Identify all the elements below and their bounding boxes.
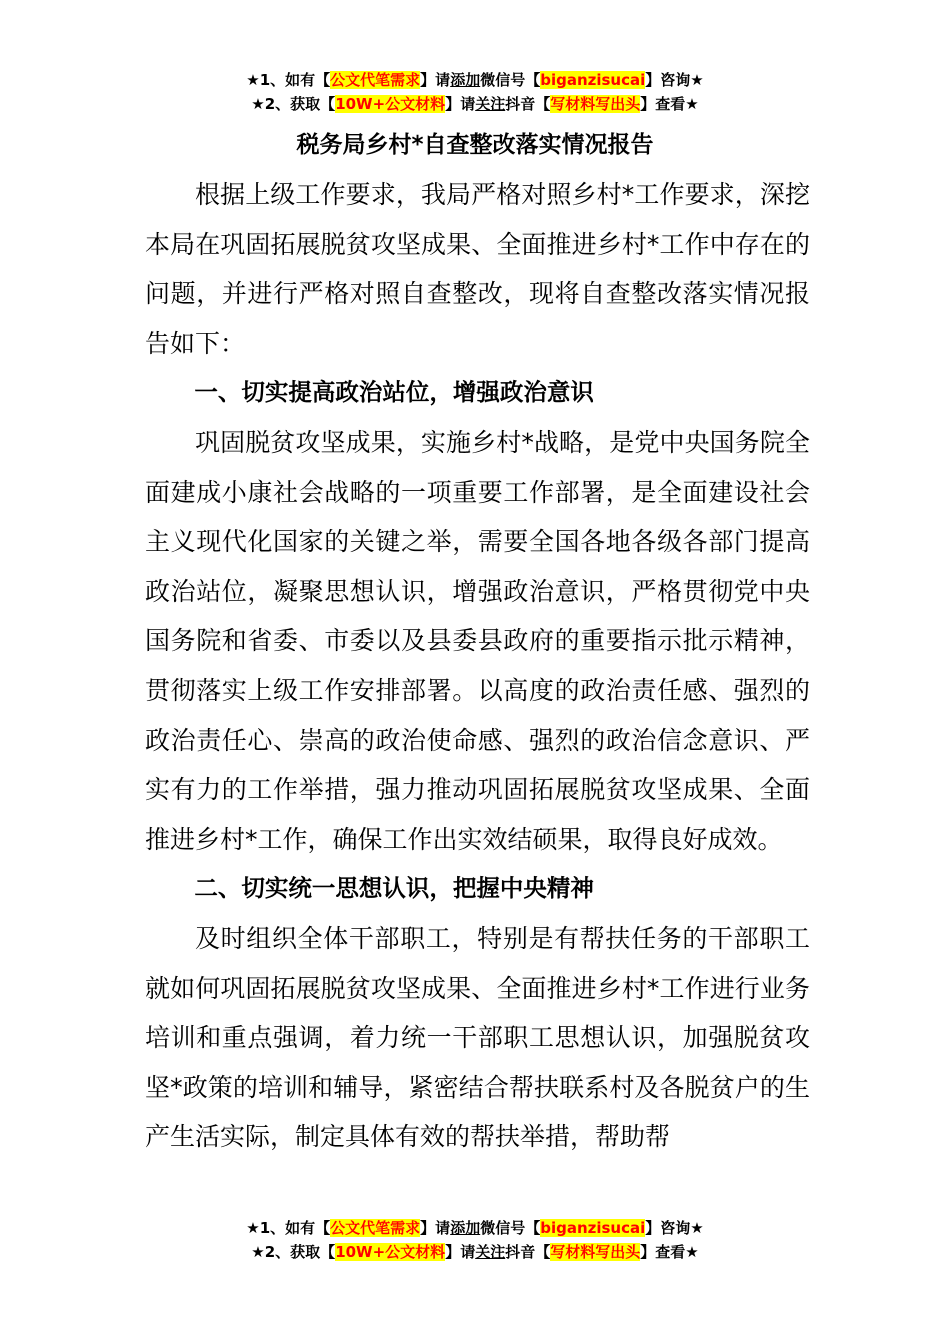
promo-line-1: ★1、如有【公文代笔需求】请添加微信号【biganzisucai】咨询★ — [246, 71, 704, 89]
highlight-ghostwriting: 公文代笔需求 — [330, 1219, 421, 1237]
underline-add: 添加 — [450, 1219, 481, 1237]
promo-line-2: ★2、获取【10W+公文材料】请关注抖音【写材料写出头】查看★ — [251, 95, 699, 113]
section-1-paragraph: 巩固脱贫攻坚成果，实施乡村*战略，是党中央国务院全面建成小康社会战略的一项重要工作部署，是全面建设社会主义现代化国家的关键之举，需要全国各地各级各部门提高政治站位，凝聚思想认识，增强政治意识，严格贯彻党中央国务院和省委、市委以及县委县政府的重要指示批示精神，贯彻落实上级工作安排部署。以高度的政治责任感、强烈的政治责任心、崇高的政治使命感、强烈的政治信念意识、严实有力的工作举措，强力推动巩固拓展脱贫攻坚成果、全面推进乡村*工作，确保工作出实效结硕果，取得良好成效。 — [145, 427, 810, 854]
promo-line-2: ★2、获取【10W+公文材料】请关注抖音【写材料写出头】查看★ — [251, 1243, 699, 1261]
promo-banner-top — [0, 68, 950, 116]
underline-follow: 关注 — [475, 95, 506, 113]
intro-paragraph: 根据上级工作要求，我局严格对照乡村*工作要求，深挖本局在巩固拓展脱贫攻坚成果、全面推进乡村*工作中存在的问题，并进行严格对照自查整改，现将自查整改落实情况报告如下： — [145, 180, 810, 358]
underline-add: 添加 — [450, 71, 481, 89]
highlight-materials: 10W+公文材料 — [335, 1243, 446, 1261]
highlight-materials: 10W+公文材料 — [335, 95, 446, 113]
promo-banner-bottom — [0, 1216, 950, 1264]
highlight-ghostwriting: 公文代笔需求 — [330, 71, 421, 89]
highlight-wechat-id: biganzisucai — [540, 71, 646, 89]
document-body — [145, 170, 810, 1162]
section-2-heading: 二、切实统一思想认识，把握中央精神 — [194, 874, 594, 903]
section-1-heading: 一、切实提高政治站位，增强政治意识 — [194, 378, 594, 407]
highlight-wechat-id: biganzisucai — [540, 1219, 646, 1237]
highlight-douyin-account: 写材料写出头 — [550, 1243, 641, 1261]
underline-follow: 关注 — [475, 1243, 506, 1261]
document-title: 税务局乡村*自查整改落实情况报告 — [296, 132, 654, 158]
highlight-douyin-account: 写材料写出头 — [550, 95, 641, 113]
section-2-paragraph: 及时组织全体干部职工，特别是有帮扶任务的干部职工就如何巩固拓展脱贫攻坚成果、全面推进乡村*工作进行业务培训和重点强调，着力统一干部职工思想认识，加强脱贫攻坚*政策的培训和辅导，紧密结合帮扶联系村及各脱贫户的生产生活实际，制定具体有效的帮扶举措，帮助帮 — [145, 923, 810, 1152]
promo-line-1: ★1、如有【公文代笔需求】请添加微信号【biganzisucai】咨询★ — [246, 1219, 704, 1237]
